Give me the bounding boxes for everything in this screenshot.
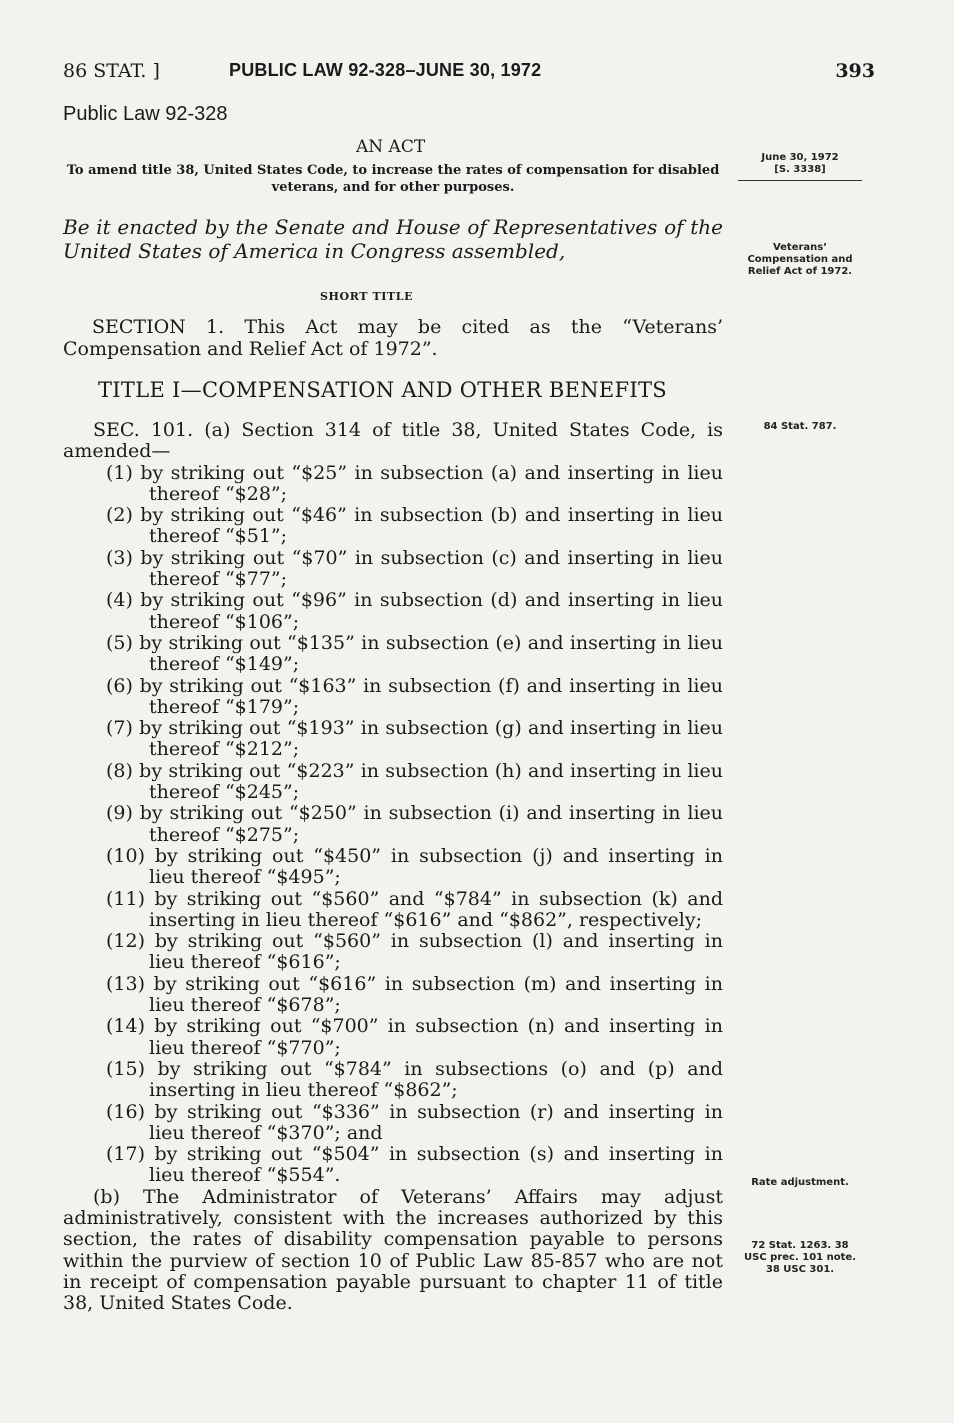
section-1: SECTION 1. This Act may be cited as the “Veterans’ Compensation and Relief Act of 1972”. <box>63 316 723 360</box>
header-title: PUBLIC LAW 92-328–JUNE 30, 1972 <box>229 60 542 80</box>
amendment-item: (14) by striking out “$700” in subsection (n) and inserting in lieu thereof “$770”; <box>106 1015 723 1059</box>
amendment-item: (17) by striking out “$504” in subsection (s) and inserting in lieu thereof “$554”. <box>106 1143 723 1187</box>
amendment-item: (4) by striking out “$96” in subsection (d) and inserting in lieu thereof “$106”; <box>106 589 723 633</box>
act-label: AN ACT <box>356 137 426 157</box>
title-heading: TITLE I—COMPENSATION AND OTHER BENEFITS <box>98 378 667 402</box>
amendment-item: (3) by striking out “$70” in subsection (c) and inserting in lieu thereof “$77”; <box>106 546 723 591</box>
amendment-item: (2) by striking out “$46” in subsection (b) and inserting in lieu thereof “$51”; <box>106 504 723 548</box>
margin-note-references: 72 Stat. 1263. 38 USC prec. 101 note. 38 USC 301. <box>744 1240 856 1275</box>
amendment-item: (15) by striking out “$784” in subsections (o) and (p) and inserting in lieu thereof “$862”; <box>106 1057 723 1102</box>
amendment-item: (6) by striking out “$163” in subsection (f) and inserting in lieu thereof “$179”; <box>106 674 723 718</box>
amendment-item: (7) by striking out “$193” in subsection (g) and inserting in lieu thereof “$212”; <box>106 717 723 761</box>
header-stat-ref: 86 STAT. ] <box>63 60 160 82</box>
margin-bill-number: [S. 3338] <box>774 164 826 175</box>
amendment-item: (8) by striking out “$223” in subsection (h) and inserting in lieu thereof “$245”; <box>106 759 723 804</box>
section-101-b: (b) The Administrator of Veterans’ Affairs may adjust administratively, consistent with the increases authorized by this section, the rates of disability compensation payable to persons within the purview of section 10 of Public Law 85-857 who are not in receipt of compensation payable pursuant to chapter 11 of title 38, United States Code. <box>63 1185 723 1315</box>
margin-note-stat: 84 Stat. 787. <box>763 421 837 432</box>
amendment-item: (11) by striking out “$560” and “$784” in subsection (k) and inserting in lieu thereof “$616” and “$862”, respectively; <box>106 887 723 931</box>
public-law-number: Public Law 92-328 <box>63 103 228 125</box>
amendment-item: (12) by striking out “$560” in subsection (l) and inserting in lieu thereof “$616”; <box>106 930 723 974</box>
section-101-intro: SEC. 101. (a) Section 314 of title 38, United States Code, is amended— <box>63 419 723 463</box>
page-number: 393 <box>835 60 875 82</box>
amendment-item: (9) by striking out “$250” in subsection (i) and inserting in lieu thereof “$275”; <box>106 802 723 846</box>
margin-note-act-name: Veterans’ Compensation and Relief Act of 1972. <box>747 242 853 277</box>
amendment-item: (16) by striking out “$336” in subsection (r) and inserting in lieu thereof “$370”; and <box>106 1100 723 1144</box>
amendment-item: (1) by striking out “$25” in subsection (a) and inserting in lieu thereof “$28”; <box>106 461 723 505</box>
enacting-clause: Be it enacted by the Senate and House of Representatives of the United States of America in Congress assembled, <box>63 215 723 263</box>
amendment-item: (13) by striking out “$616” in subsection (m) and inserting in lieu thereof “$678”; <box>106 972 723 1017</box>
amendment-item: (10) by striking out “$450” in subsection (j) and inserting in lieu thereof “$495”; <box>106 844 723 889</box>
short-title-heading: SHORT TITLE <box>320 290 414 303</box>
margin-note-date <box>740 152 860 176</box>
margin-divider <box>738 180 862 181</box>
section-101-body <box>63 420 723 1314</box>
amendment-item: (5) by striking out “$135” in subsection (e) and inserting in lieu thereof “$149”; <box>106 631 723 676</box>
margin-date: June 30, 1972 <box>761 152 839 163</box>
running-header <box>63 60 875 90</box>
margin-note-rate-adjustment: Rate adjustment. <box>751 1177 849 1188</box>
act-purpose: To amend title 38, United States Code, to increase the rates of compensation for disabled veterans, and for other purposes. <box>66 163 720 195</box>
